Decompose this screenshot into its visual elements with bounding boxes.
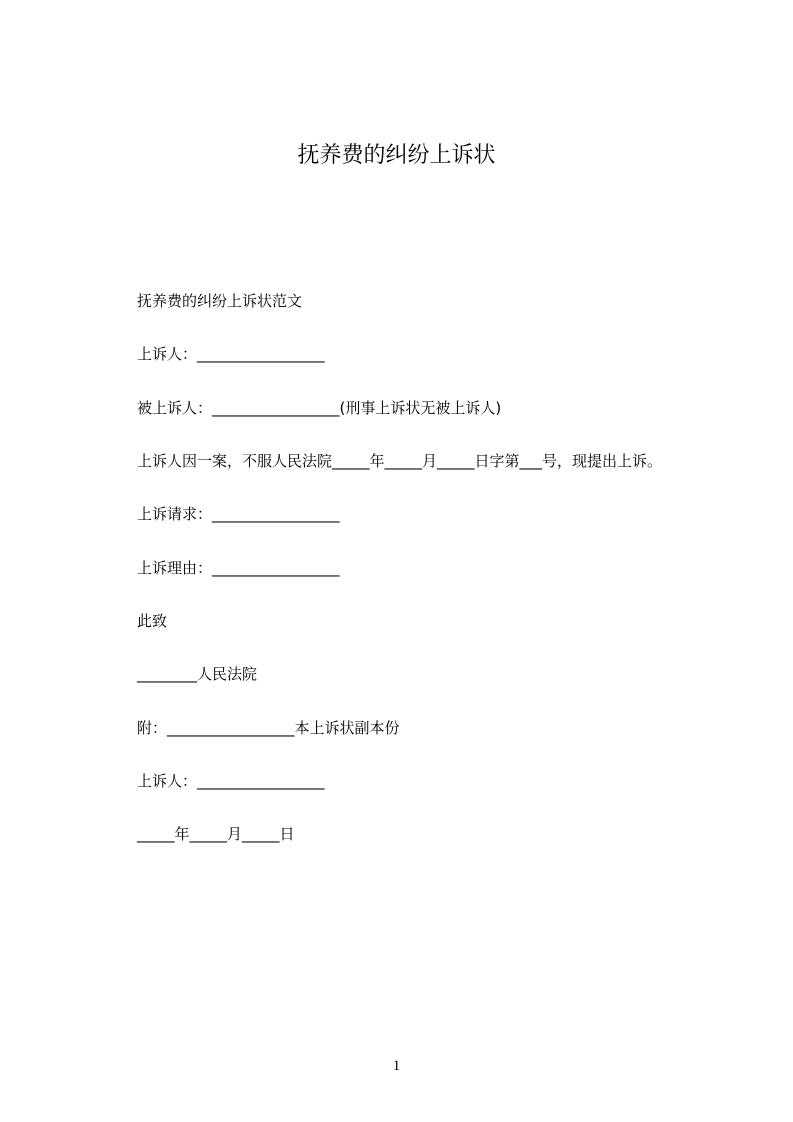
document-title: 抚养费的纠纷上诉状 bbox=[297, 143, 496, 168]
case-statement-line: 上诉人因一案，不服人民法院_____年_____月_____日字第___号，现提出上诉。 bbox=[137, 452, 663, 470]
appeal-request-line: 上诉请求：_________________ bbox=[137, 505, 340, 523]
salutation-line: 此致 bbox=[137, 612, 168, 630]
date-line: _____年_____月_____日 bbox=[137, 825, 295, 843]
appellee-line: 被上诉人：_________________(刑事上诉状无被上诉人) bbox=[137, 399, 502, 417]
page-number: 1 bbox=[392, 1058, 401, 1074]
signature-appellant-line: 上诉人：_________________ bbox=[137, 772, 325, 790]
appellant-line: 上诉人：_________________ bbox=[137, 345, 325, 363]
document-heading: 抚养费的纠纷上诉状范文 bbox=[137, 292, 303, 310]
attachment-line: 附：_________________本上诉状副本份 bbox=[137, 719, 400, 737]
appeal-reason-line: 上诉理由：_________________ bbox=[137, 559, 340, 577]
court-line: ________人民法院 bbox=[137, 665, 258, 683]
